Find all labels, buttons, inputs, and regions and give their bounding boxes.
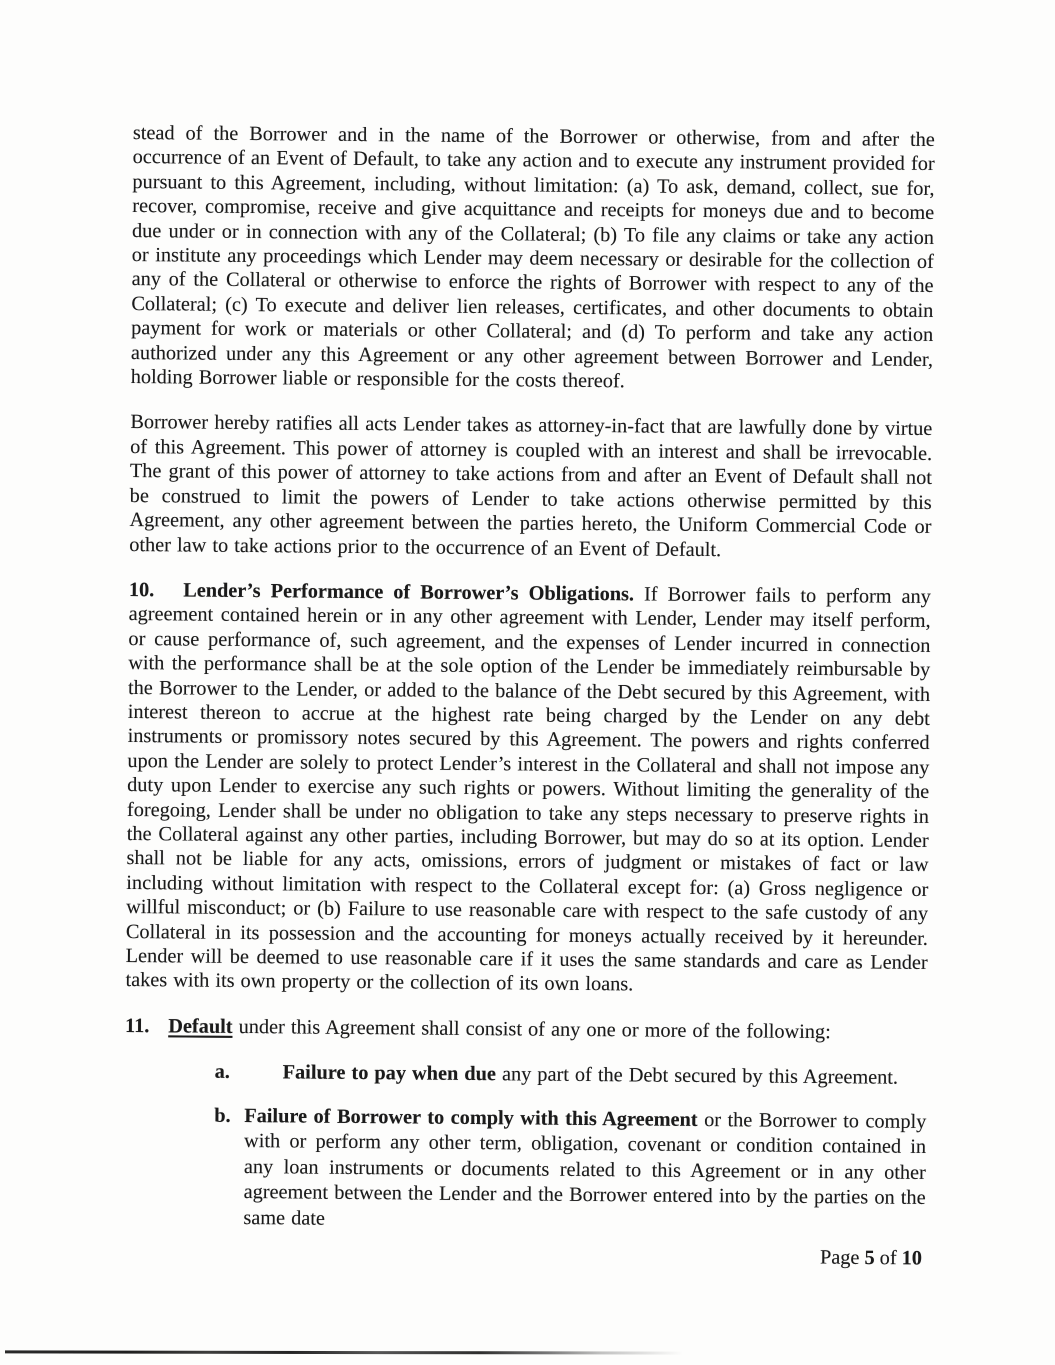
section-11-body: under this Agreement shall consist of any one or more of the following: bbox=[238, 1015, 831, 1043]
item-a-lead: Failure to pay when due bbox=[282, 1061, 497, 1086]
section-10-heading: Lender’s Performance of Borrower’s Obligations. bbox=[183, 579, 635, 606]
footer-page-number: 5 bbox=[864, 1246, 875, 1270]
section-10-number: 10. bbox=[128, 578, 155, 602]
page-body bbox=[123, 121, 935, 1258]
default-item-a bbox=[125, 1059, 927, 1091]
footer-of-label: of bbox=[879, 1247, 897, 1270]
section-11 bbox=[125, 1014, 927, 1045]
section-10 bbox=[125, 578, 931, 1000]
section-11-number: 11. bbox=[125, 1014, 150, 1037]
item-a-marker: a. bbox=[214, 1060, 231, 1084]
default-item-b bbox=[123, 1103, 926, 1237]
scan-artifact-line bbox=[5, 1350, 683, 1354]
item-b-text: or the Borrower to comply with or perform any other term, obligation, covenant or condition contained in any loan instruments or documents related to this Agreement or in any other agreement between the Lender and the Borrower entered into by the parties on the same date bbox=[243, 1108, 927, 1230]
item-b-lead: Failure of Borrower to comply with this Agreement bbox=[244, 1104, 698, 1131]
footer-total-pages: 10 bbox=[901, 1247, 923, 1270]
item-a-text: any part of the Debt secured by this Agreement. bbox=[501, 1063, 899, 1089]
section-11-heading: Default bbox=[168, 1015, 233, 1038]
footer-page-label: Page bbox=[819, 1246, 860, 1269]
section-10-body: If Borrower fails to perform any agreement contained herein or in any other agreement with Lender, Lender may itself perform, or cause performance of, such agreement, and the expenses of Lender incurred in connection with the performance shall be at the sole option of the Lender be immediately reimbursable by the Borrower to the Lender, or added to the balance of the Debt secured by this Agreement, with interest thereon to accrue at the highest rate being charged by the Lender on any debt instruments or promissory notes secured by this Agreement. The powers and rights conferred upon the Lender are solely to protect Lender’s interest in the Collateral and shall not impose any duty upon Lender to exercise any such rights or powers. Without limiting the generality of the foregoing, Lender shall be under no obligation to take any steps necessary to preserve rights in the Collateral against any other parties, including Borrower, but may do so at its option. Lender shall not be liable for any acts, omissions, errors of judgment or mistakes of fact or law including without limitation with respect to the Collateral except for: (a) Gross negligence or willful misconduct; or (b) Failure to use reasonable care with respect to the safe custody of any Collateral in its possession and the accounting for moneys actually received by it hereunder. Lender will be deemed to use reasonable care if it uses the same standards and care as Lender takes with its own property or the collection of its own loans. bbox=[125, 583, 931, 996]
continuation-paragraph: stead of the Borrower and in the name of the Borrower or otherwise, from and after the occurrence of an Event of Default, to take any action and to execute any instrument provided for pursuant to this Agreement, including, without limitation: (a) To ask, demand, collect, sue for, recover, compromise, receive and give acquittance and receipts for moneys due and to become due under or in connection with any of the Collateral; (b) To file any claims or take any action or institute any proceedings which Lender may deem necessary or desirable for the collection of any of the Collateral or otherwise to enforce the rights of Borrower with respect to any of the Collateral; (c) To execute and deliver lien releases, certificates, and other documents to obtain payment for work or materials or other Collateral; and (d) To perform and take any action authorized under any this Agreement or any other agreement between Borrower and Lender, holding Borrower liable or responsible for the costs thereof. bbox=[130, 121, 935, 393]
page-footer bbox=[820, 1247, 922, 1271]
item-b-marker: b. bbox=[214, 1104, 231, 1127]
ratification-paragraph: Borrower hereby ratifies all acts Lender takes as attorney-in-fact that are lawfully done by virtue of this Agreement. This power of attorney is coupled with an interest and shall be irrevocable. The grant of this power of attorney to take actions from and after an Event of Default shall not be construed to limit the powers of Lender to take actions otherwise permitted by this Agreement, any other agreement between the parties hereto, the Uniform Commercial Code or other law to take actions prior to the occurrence of an Event of Default. bbox=[129, 411, 933, 561]
